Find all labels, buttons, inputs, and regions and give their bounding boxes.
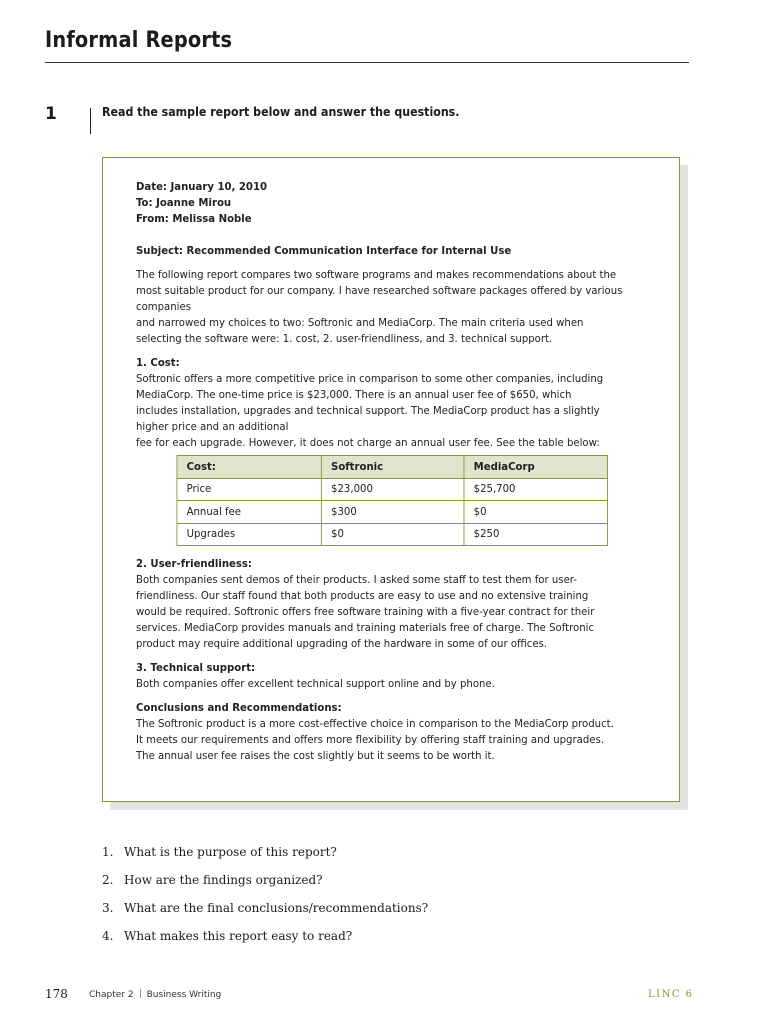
report-to: To: Joanne Mirou — [136, 196, 232, 209]
question-text: What are the final conclusions/recommendations? — [124, 901, 429, 915]
report-from: From: Melissa Noble — [136, 212, 252, 225]
table-cell: $0 — [321, 523, 464, 546]
table-header-cell: Cost: — [177, 456, 321, 479]
question-number: 3. — [102, 901, 114, 915]
footer-separator — [140, 989, 141, 998]
question-number: 2. — [102, 873, 114, 887]
conclusions-heading: Conclusions and Recommendations: — [136, 701, 342, 714]
user-line: friendliness. Our staff found that both products are easy to use and no extensive training — [136, 589, 589, 602]
table-cell: $23,000 — [321, 478, 464, 501]
question-number: 4. — [102, 929, 114, 943]
cost-line: MediaCorp. The one-time price is $23,000. There is an annual user fee of $650, which — [136, 388, 572, 401]
table-header-cell: MediaCorp — [464, 456, 608, 479]
table-cell: $25,700 — [464, 478, 608, 501]
question-item — [102, 901, 428, 915]
cost-line: Softronic offers a more competitive price in comparison to some other companies, including — [136, 372, 604, 385]
conclusion-line: It meets our requirements and offers more flexibility by offering staff training and upgrades. — [136, 733, 604, 746]
user-line: services. MediaCorp provides manuals and training materials free of charge. The Softronic — [136, 621, 595, 634]
report-intro — [136, 267, 624, 347]
table-header-row — [177, 456, 608, 479]
report-date: Date: January 10, 2010 — [136, 180, 268, 193]
table-row — [177, 501, 608, 524]
conclusions-paragraph — [136, 716, 624, 764]
question-text: What makes this report easy to read? — [124, 929, 353, 943]
user-line: product may require additional upgrading of the hardware in some of our offices. — [136, 637, 548, 650]
intro-line: selecting the software were: 1. cost, 2. user-friendliness, and 3. technical support. — [136, 332, 553, 345]
exercise-instruction: Read the sample report below and answer the questions. — [102, 105, 460, 119]
sample-report — [136, 179, 624, 764]
question-text: How are the findings organized? — [124, 873, 323, 887]
table-cell: $0 — [464, 501, 608, 524]
technical-support-paragraph — [136, 676, 624, 692]
footer-brand: LINC 6 — [648, 989, 694, 1000]
cost-comparison-table — [176, 455, 607, 546]
tech-line: Both companies offer excellent technical support online and by phone. — [136, 677, 495, 690]
chapter-label: Chapter 2 — [89, 990, 134, 1000]
technical-support-heading: 3. Technical support: — [136, 661, 256, 674]
table-cell: $300 — [321, 501, 464, 524]
question-number: 1. — [102, 845, 114, 859]
table-header-cell: Softronic — [321, 456, 464, 479]
user-line: Both companies sent demos of their products. I asked some staff to test them for user- — [136, 573, 577, 586]
exercise-divider — [90, 108, 91, 134]
intro-line: The following report compares two software programs and makes recommendations about the — [136, 268, 617, 281]
table-cell: Annual fee — [177, 501, 321, 524]
question-item — [102, 873, 323, 887]
table-row — [177, 478, 608, 501]
table-row — [177, 523, 608, 546]
cost-line: fee for each upgrade. However, it does not charge an annual user fee. See the table below: — [136, 436, 600, 449]
table-cell: Price — [177, 478, 321, 501]
conclusion-line: The Softronic product is a more cost-effective choice in comparison to the MediaCorp product. — [136, 717, 614, 730]
user-line: would be required. Softronic offers free software training with a five-year contract for their — [136, 605, 595, 618]
intro-line: most suitable product for our company. I have researched software packages offered by various — [136, 284, 623, 297]
cost-line: includes installation, upgrades and technical support. The MediaCorp product has a slightly — [136, 404, 600, 417]
intro-line: and narrowed my choices to two: Softronic and MediaCorp. The main criteria used when — [136, 316, 584, 329]
question-item — [102, 845, 337, 859]
table-cell: $250 — [464, 523, 608, 546]
question-item — [102, 929, 352, 943]
section-label: Business Writing — [146, 990, 222, 1000]
intro-line: companies — [136, 300, 191, 313]
sample-report-box — [102, 157, 680, 802]
exercise-number: 1 — [45, 104, 57, 124]
user-friendliness-heading: 2. User-friendliness: — [136, 557, 252, 570]
title-rule — [45, 62, 689, 63]
page-number: 178 — [45, 987, 68, 1001]
footer-chapter — [89, 989, 221, 1000]
user-friendliness-paragraph — [136, 572, 624, 652]
report-subject: Subject: Recommended Communication Interface for Internal Use — [136, 244, 512, 257]
cost-heading: 1. Cost: — [136, 356, 180, 369]
question-text: What is the purpose of this report? — [124, 845, 337, 859]
page-title: Informal Reports — [45, 28, 233, 53]
table-cell: Upgrades — [177, 523, 321, 546]
cost-line: higher price and an additional — [136, 420, 289, 433]
conclusion-line: The annual user fee raises the cost slightly but it seems to be worth it. — [136, 749, 495, 762]
cost-paragraph — [136, 371, 624, 451]
